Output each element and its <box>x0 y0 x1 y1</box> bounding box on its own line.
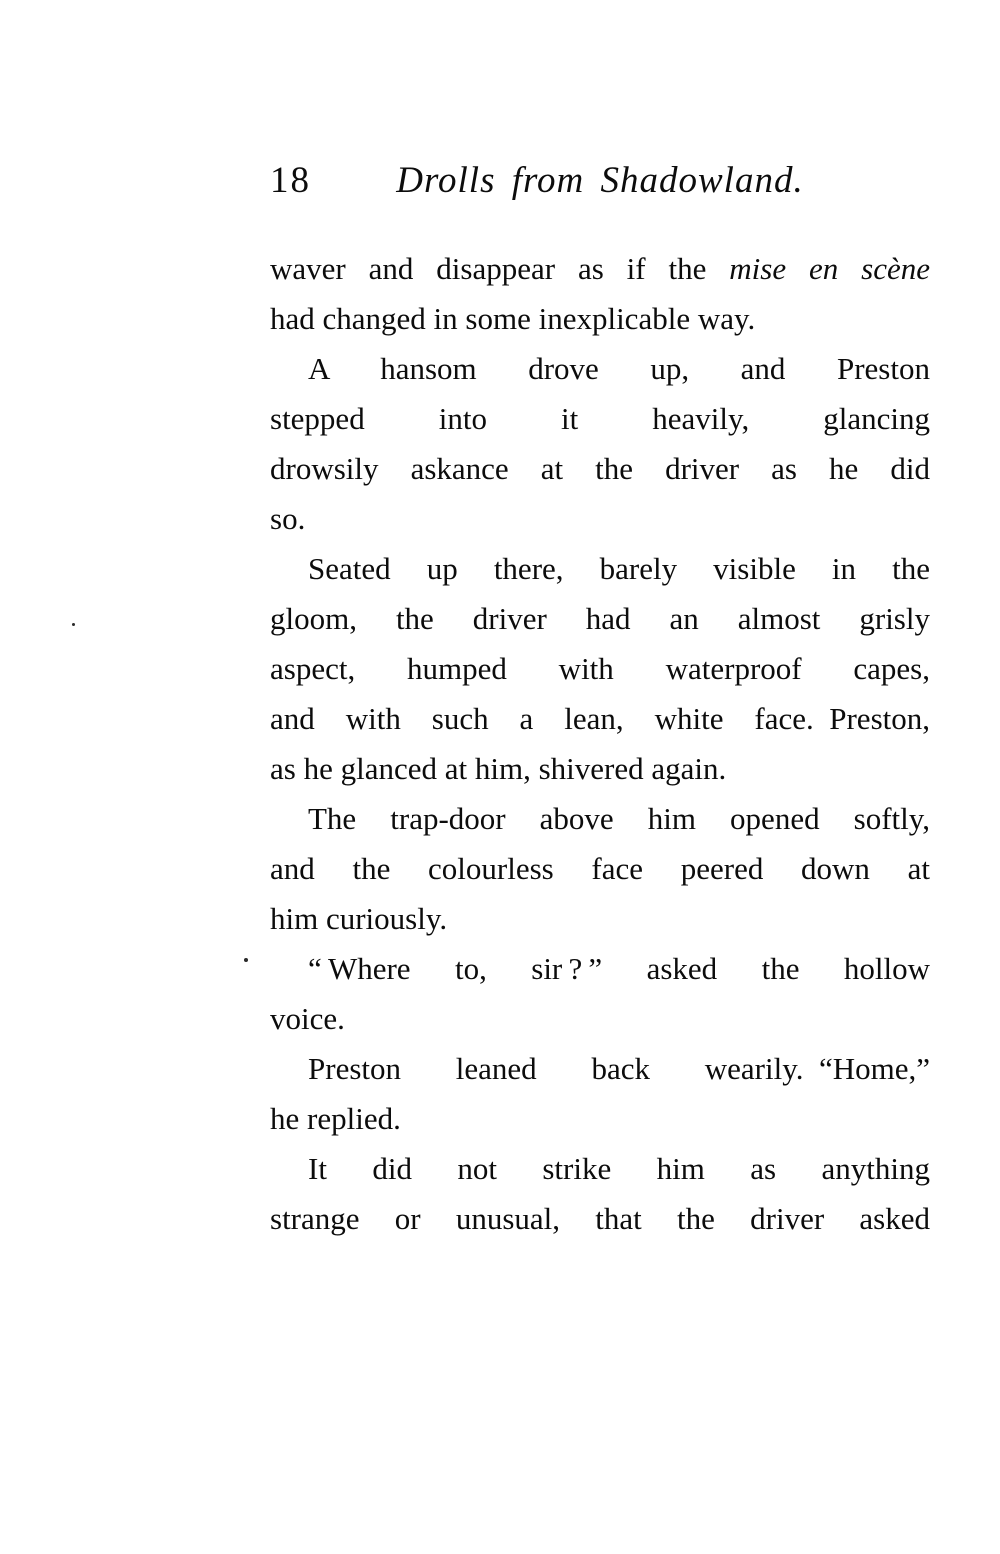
text-segment: “ Where to, sir ? ” asked the hollow <box>308 951 930 986</box>
text-segment: him curiously. <box>270 901 448 936</box>
text-line <box>270 994 930 1044</box>
text-segment: he replied. <box>270 1101 401 1136</box>
text-segment: and with such a lean, white face. Preston, <box>270 701 930 736</box>
paragraph <box>270 544 930 794</box>
text-segment: A hansom drove up, and Preston <box>308 351 930 386</box>
text-line <box>270 444 930 494</box>
header-title: Drolls from Shadowland. <box>396 160 804 201</box>
text-segment: stepped into it heavily, glancing <box>270 401 930 436</box>
scan-speck <box>244 958 248 962</box>
text-line <box>270 794 930 844</box>
text-line <box>270 1144 930 1194</box>
text-line <box>270 594 930 644</box>
text-line <box>270 694 930 744</box>
paragraph <box>270 944 930 1044</box>
italic-text: mise en scène <box>729 251 930 286</box>
text-line <box>270 744 930 794</box>
text-segment: had changed in some inexplicable way. <box>270 301 756 336</box>
text-segment: as he glanced at him, shivered again. <box>270 751 727 786</box>
text-segment: gloom, the driver had an almost grisly <box>270 601 930 636</box>
page-number: 18 <box>270 160 311 201</box>
text-line <box>270 344 930 394</box>
text-segment: The trap-door above him opened softly, <box>308 801 930 836</box>
text-segment: aspect, humped with waterproof capes, <box>270 651 930 686</box>
text-line <box>270 1044 930 1094</box>
text-line <box>270 544 930 594</box>
text-line <box>270 294 930 344</box>
text-line <box>270 1094 930 1144</box>
text-line <box>270 1194 930 1244</box>
text-segment: waver and disappear as if the <box>270 251 730 286</box>
paragraph <box>270 794 930 944</box>
text-line <box>270 244 930 294</box>
text-line <box>270 944 930 994</box>
scan-speck <box>72 623 75 626</box>
text-line <box>270 644 930 694</box>
text-line <box>270 394 930 444</box>
running-header <box>270 158 930 204</box>
page-body <box>270 244 930 1244</box>
paragraph <box>270 1144 930 1244</box>
text-segment: drowsily askance at the driver as he did <box>270 451 930 486</box>
text-segment: It did not strike him as anything <box>308 1151 930 1186</box>
text-line <box>270 494 930 544</box>
text-line <box>270 894 930 944</box>
text-segment: voice. <box>270 1001 345 1036</box>
text-segment: so. <box>270 501 306 536</box>
paragraph <box>270 1044 930 1144</box>
paragraph <box>270 344 930 544</box>
text-segment: Seated up there, barely visible in the <box>308 551 930 586</box>
text-segment: and the colourless face peered down at <box>270 851 930 886</box>
paragraph <box>270 244 930 344</box>
text-line <box>270 844 930 894</box>
text-segment: Preston leaned back wearily. “Home,” <box>308 1051 930 1086</box>
text-segment: strange or unusual, that the driver asked <box>270 1201 930 1236</box>
